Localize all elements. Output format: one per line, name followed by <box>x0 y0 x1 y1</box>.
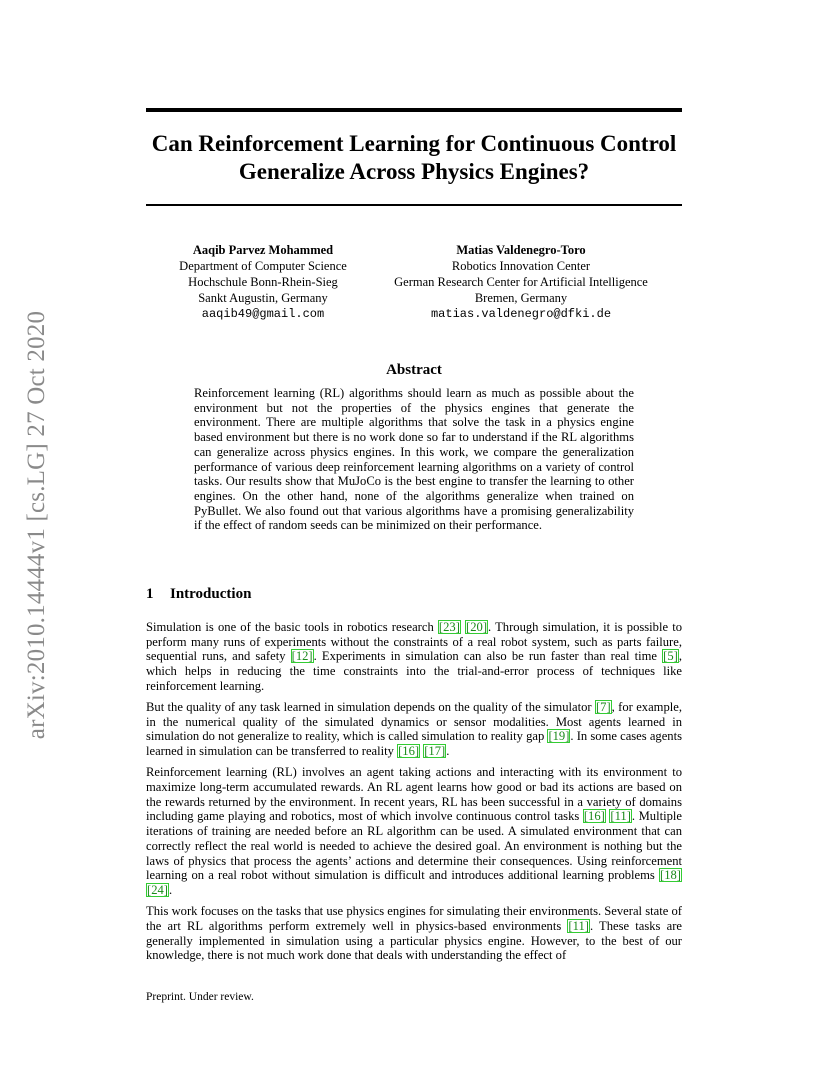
arxiv-identifier-text: arXiv:2010.14444v1 [cs.LG] 27 Oct 2020 <box>23 310 50 740</box>
citation-link[interactable]: [24] <box>147 882 168 897</box>
introduction-body <box>146 620 682 969</box>
author-affiliation: Department of Computer Science <box>179 259 347 273</box>
author-location: Sankt Augustin, Germany <box>198 291 328 305</box>
author-location: Bremen, Germany <box>474 291 568 305</box>
abstract-text: Reinforcement learning (RL) algorithms should learn as much as possible about the environment but not the properties of the physics engines that generate the environment. There are multiple algorithms that solve the task in a physics engine based environment but there is no work done so far to understand if the RL algorithms can generalize across physics engines. In this work, we compare the generalization performance of various deep reinforcement learning algorithms on a variety of control tasks. Our results show that MuJoCo is the best engine to transfer the learning to other engines. On the other hand, none of the algorithms generalize when trained on PyBullet. We also found out that various algorithms have a promising generalizability if the effect of random seeds can be minimized on their performance. <box>194 386 634 533</box>
author-email[interactable]: aaqib49@gmail.com <box>201 307 325 321</box>
paragraph: Simulation is one of the basic tools in robotics research [23] [20]. Through simulation, it is possible to perform many runs of experiments without the constraints of a real robot system, such as parts failure, sequential runs, and safety [12]. Experiments in simulation can also be run faster than real time [5], which helps in reducing the time constraints into the trial-and-error process of techniques like reinforcement learning. <box>146 620 683 693</box>
paragraph: But the quality of any task learned in simulation depends on the quality of the simulator [7], for example, in the numerical quality of the simulated dynamics or sensor modalities. Most agents learned in simulation do not generalize to reality, which is called simulation to reality gap [19]. In some cases agents learned in simulation can be transferred to reality [16] [17]. <box>146 700 682 759</box>
title-bottom-rule <box>146 204 682 206</box>
citation-link[interactable]: [16] <box>583 809 605 824</box>
author-affiliation: Hochschule Bonn-Rhein-Sieg <box>188 275 338 289</box>
title-top-rule <box>146 108 682 112</box>
paper-title <box>146 130 682 186</box>
abstract-heading: Abstract <box>386 362 442 378</box>
footer-note: Preprint. Under review. <box>146 991 254 1003</box>
citation-link[interactable]: [11] <box>568 918 589 933</box>
section-number: 1 <box>146 586 154 602</box>
citation-link[interactable]: [11] <box>610 809 631 824</box>
citation-link[interactable]: [7] <box>595 700 611 715</box>
paragraph: Reinforcement learning (RL) involves an agent taking actions and interacting with its environment to maximize long-term accumulated rewards. An RL agent learns how good or bad its actions are based on the rewards returned by the environment. In recent years, RL has been successful in a variety of domains including game playing and robotics, most of which involve continuous control tasks [16] [11]. Multiple iterations of training are needed before an RL algorithm can be used. A simulated environment that can correctly reflect the real world is needed to achieve the desired goal. An environment is nothing but the laws of physics that process the agents’ actions and determine their consequences. Using reinforcement learning on a real robot without simulation is difficult and introduces additional learning problems [18] [24]. <box>146 765 682 897</box>
citation-link[interactable]: [23] <box>438 620 460 634</box>
author-block-1 <box>146 242 380 322</box>
title-line-1: Can Reinforcement Learning for Continuous Control <box>151 131 677 156</box>
citation-link[interactable]: [12] <box>291 649 313 664</box>
paragraph: This work focuses on the tasks that use physics engines for simulating their environments. Several state of the art RL algorithms perform extremely well in physics-based environments [11]. These tasks are generally implemented in simulation using a particular physics engine. However, to the best of our knowledge, there is not much work done that deals with understanding the effect of <box>146 904 682 963</box>
citation-link[interactable]: [19] <box>548 729 570 744</box>
section-heading <box>146 586 682 603</box>
author-name: Aaqib Parvez Mohammed <box>192 243 334 257</box>
citation-link[interactable]: [16] <box>398 744 420 759</box>
citation-link[interactable]: [20] <box>466 620 488 634</box>
citation-link[interactable]: [18] <box>660 868 681 883</box>
author-email[interactable]: matias.valdenegro@dfki.de <box>430 307 612 321</box>
author-affiliation: German Research Center for Artificial Intelligence <box>394 275 648 289</box>
author-affiliation: Robotics Innovation Center <box>451 259 591 273</box>
title-line-2: Generalize Across Physics Engines? <box>238 159 590 184</box>
arxiv-identifier <box>22 290 52 760</box>
section-title: Introduction <box>170 586 252 602</box>
citation-link[interactable]: [17] <box>424 744 446 759</box>
author-block-2 <box>372 242 670 322</box>
author-name: Matias Valdenegro-Toro <box>456 243 586 257</box>
citation-link[interactable]: [5] <box>663 649 678 664</box>
